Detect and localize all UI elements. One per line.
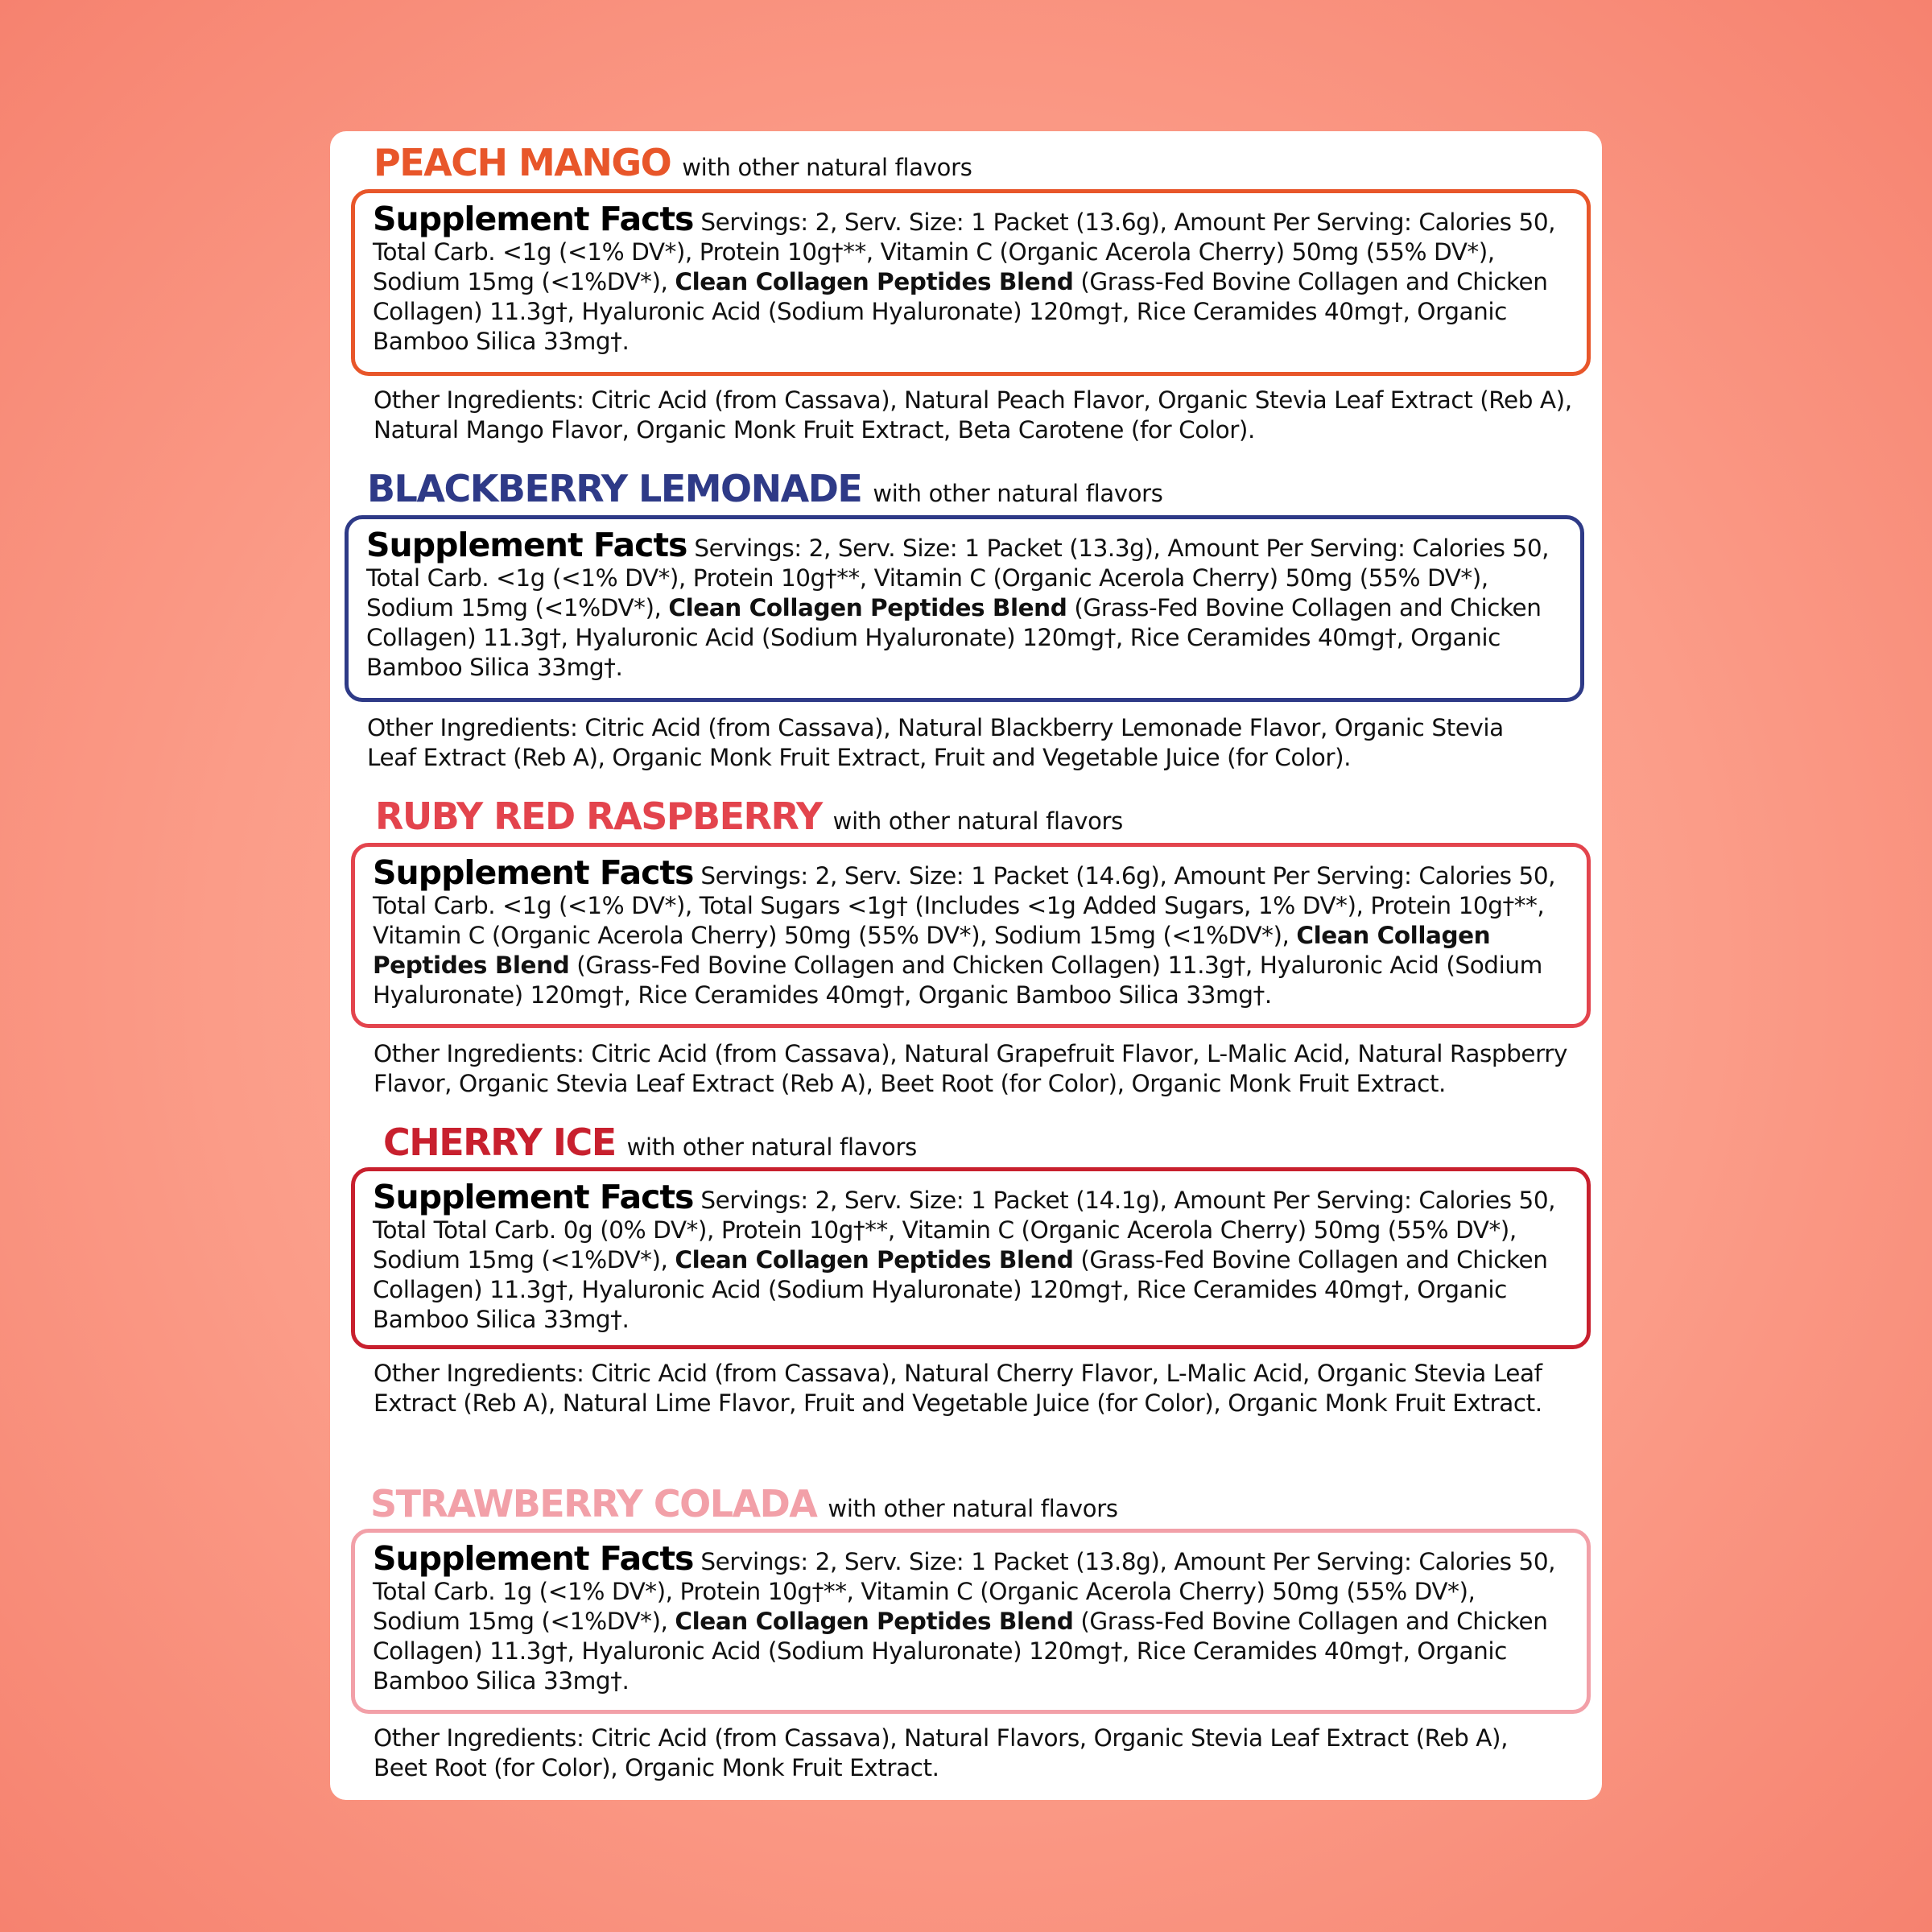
flavor-subtitle: with other natural flavors	[873, 480, 1163, 507]
flavor-name: PEACH MANGO	[374, 141, 671, 184]
supplement-facts-title: Supplement Facts	[373, 853, 694, 892]
blend-label: Clean Collagen Peptides Blend	[373, 922, 1491, 979]
supplement-facts-title: Supplement Facts	[366, 526, 687, 564]
other-ingredients: Other Ingredients: Citric Acid (from Cassava), Natural Blackberry Lemonade Flavor, Organic Stevia Leaf Extract (Reb A), Organic Monk Fruit Extract, Fruit and Vegetable Juice (for Color).	[367, 714, 1504, 771]
blend-label: Clean Collagen Peptides Blend	[675, 268, 1074, 295]
facts-details: Servings: 2, Serv. Size: 1 Packet (14.1g), Amount Per Serving: Calories 50, Total Total Carb. 0g (0% DV*), Protein 10g†**, Vitamin C (Organic Acerola Cherry) 50mg (55% DV*), Sodium 15mg (<1%DV*),	[373, 1187, 1556, 1274]
other-ingredients: Other Ingredients: Citric Acid (from Cassava), Natural Cherry Flavor, L-Malic Acid, Organic Stevia Leaf Extract (Reb A), Natural Lime Flavor, Fruit and Vegetable Juice (for Color), Organic Monk Fruit Extract.	[374, 1360, 1542, 1417]
blend-label: Clean Collagen Peptides Blend	[675, 1608, 1074, 1635]
flavor-name: BLACKBERRY LEMONADE	[367, 467, 862, 510]
facts-blend-details: (Grass-Fed Bovine Collagen and Chicken Collagen) 11.3g†, Hyaluronic Acid (Sodium Hyaluronate) 120mg†, Rice Ceramides 40mg†, Organic Bamboo Silica 33mg†.	[373, 1608, 1548, 1695]
flavor-subtitle: with other natural flavors	[828, 1495, 1118, 1522]
flavor-subtitle: with other natural flavors	[682, 154, 972, 181]
flavor-name: STRAWBERRY COLADA	[370, 1482, 817, 1525]
supplement-facts-card	[330, 131, 1602, 1800]
supplement-facts-box	[351, 1167, 1591, 1349]
flavor-heading	[370, 1482, 1118, 1530]
supplement-facts-box	[351, 843, 1591, 1028]
facts-blend-details: (Grass-Fed Bovine Collagen and Chicken Collagen) 11.3g†, Hyaluronic Acid (Sodium Hyaluronate) 120mg†, Rice Ceramides 40mg†, Organic Bamboo Silica 33mg†.	[373, 952, 1542, 1009]
supplement-facts-text	[366, 526, 1563, 683]
flavor-subtitle: with other natural flavors	[626, 1133, 917, 1161]
supplement-facts-title: Supplement Facts	[373, 200, 694, 238]
flavor-heading	[383, 1121, 917, 1169]
facts-blend-details: (Grass-Fed Bovine Collagen and Chicken Collagen) 11.3g†, Hyaluronic Acid (Sodium Hyaluronate) 120mg†, Rice Ceramides 40mg†, Organic Bamboo Silica 33mg†.	[373, 1246, 1548, 1333]
facts-details: Servings: 2, Serv. Size: 1 Packet (14.6g), Amount Per Serving: Calories 50, Total Carb. <1g (<1% DV*), Total Sugars <1g† (Includes <1g Added Sugars, 1% DV*), Protein 10g†**, Vitamin C (Organic Acerola Cherry) 50mg (55% DV*), Sodium 15mg (<1%DV*),	[373, 862, 1556, 949]
flavor-name: CHERRY ICE	[383, 1121, 616, 1164]
supplement-facts-box	[345, 515, 1584, 702]
other-ingredients: Other Ingredients: Citric Acid (from Cassava), Natural Grapefruit Flavor, L-Malic Acid, Natural Raspberry Flavor, Organic Stevia Leaf Extract (Reb A), Beet Root (for Color), Organic Monk Fruit Extract.	[374, 1040, 1567, 1097]
flavor-name: RUBY RED RASPBERRY	[375, 795, 822, 838]
facts-details: Servings: 2, Serv. Size: 1 Packet (13.3g), Amount Per Serving: Calories 50, Total Carb. <1g (<1% DV*), Protein 10g†**, Vitamin C (Organic Acerola Cherry) 50mg (55% DV*), Sodium 15mg (<1%DV*),	[366, 535, 1550, 621]
flavor-heading	[367, 467, 1163, 515]
supplement-facts-text	[373, 1178, 1569, 1335]
other-ingredients: Other Ingredients: Citric Acid (from Cassava), Natural Peach Flavor, Organic Stevia Leaf Extract (Reb A), Natural Mango Flavor, Organic Monk Fruit Extract, Beta Carotene (for Color).	[374, 386, 1572, 444]
other-ingredients: Other Ingredients: Citric Acid (from Cassava), Natural Flavors, Organic Stevia Leaf Extract (Reb A), Beet Root (for Color), Organic Monk Fruit Extract.	[374, 1724, 1508, 1781]
flavor-heading	[374, 141, 972, 189]
facts-details: Servings: 2, Serv. Size: 1 Packet (13.8g), Amount Per Serving: Calories 50, Total Carb. 1g (<1% DV*), Protein 10g†**, Vitamin C (Organic Acerola Cherry) 50mg (55% DV*), Sodium 15mg (<1%DV*),	[373, 1548, 1556, 1635]
blend-label: Clean Collagen Peptides Blend	[668, 594, 1067, 621]
blend-label: Clean Collagen Peptides Blend	[675, 1246, 1074, 1274]
supplement-facts-text	[373, 200, 1569, 357]
supplement-facts-box	[351, 1529, 1591, 1714]
flavor-subtitle: with other natural flavors	[832, 807, 1123, 835]
supplement-facts-text	[373, 853, 1569, 1010]
supplement-facts-title: Supplement Facts	[373, 1178, 694, 1216]
facts-blend-details: (Grass-Fed Bovine Collagen and Chicken Collagen) 11.3g†, Hyaluronic Acid (Sodium Hyaluronate) 120mg†, Rice Ceramides 40mg†, Organic Bamboo Silica 33mg†.	[373, 268, 1548, 355]
supplement-facts-title: Supplement Facts	[373, 1539, 694, 1578]
facts-details: Servings: 2, Serv. Size: 1 Packet (13.6g), Amount Per Serving: Calories 50, Total Carb. <1g (<1% DV*), Protein 10g†**, Vitamin C (Organic Acerola Cherry) 50mg (55% DV*), Sodium 15mg (<1%DV*),	[373, 208, 1556, 295]
facts-blend-details: (Grass-Fed Bovine Collagen and Chicken Collagen) 11.3g†, Hyaluronic Acid (Sodium Hyaluronate) 120mg†, Rice Ceramides 40mg†, Organic Bamboo Silica 33mg†.	[366, 594, 1542, 681]
supplement-facts-box	[351, 189, 1591, 376]
supplement-facts-text	[373, 1539, 1569, 1696]
flavor-heading	[375, 795, 1123, 843]
